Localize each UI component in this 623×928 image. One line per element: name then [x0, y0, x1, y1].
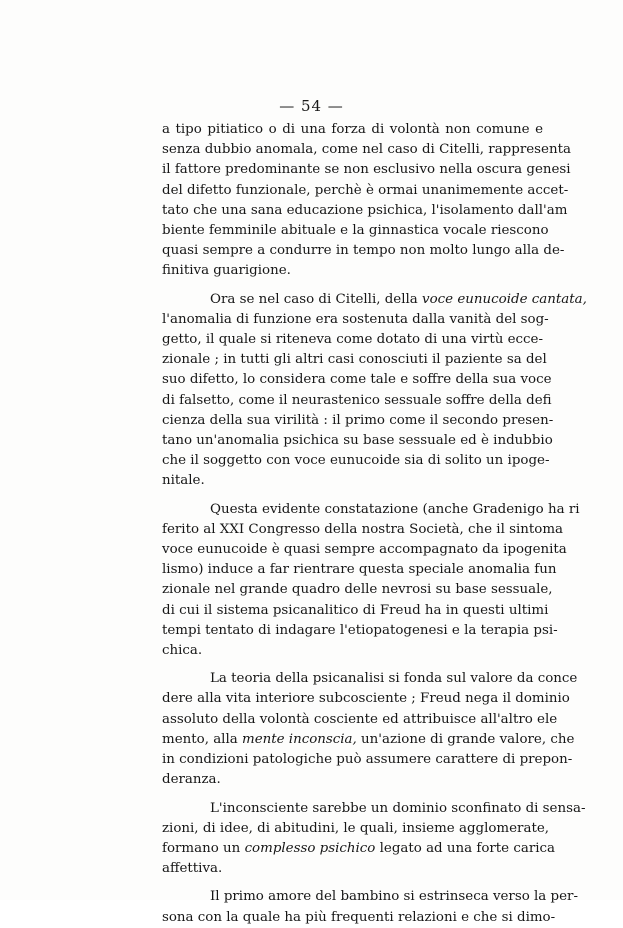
text-line: chica. — [162, 643, 203, 659]
paragraph — [162, 290, 587, 492]
text-line: formano un complesso psichico legato ad una forte carica — [162, 840, 556, 856]
paragraph — [162, 887, 578, 927]
italic-phrase: complesso psichico — [244, 840, 376, 856]
paragraph — [162, 500, 580, 662]
italic-phrase: voce eunucoide cantata, — [422, 291, 587, 307]
page-number: — 54 — — [279, 97, 344, 115]
text-line: lismo) induce a far rientrare questa speciale anomalia fun — [162, 562, 557, 578]
text-line: tano un'anomalia psichica su base sessuale ed è indubbio — [162, 433, 553, 449]
text-line: assoluto della volontà cosciente ed attribuisce all'altro ele — [162, 711, 558, 727]
text-line: deranza. — [162, 772, 221, 788]
text-line: di falsetto, come il neurastenico sessuale soffre della defi — [162, 392, 552, 408]
text-line: tato che una sana educazione psichica, l'isolamento dall'am — [162, 202, 568, 218]
text-line: zionale nel grande quadro delle nevrosi su base sessuale, — [162, 582, 553, 598]
italic-phrase: mente inconscia, — [242, 731, 357, 747]
text-line: ferito al XXI Congresso della nostra Società, che il sintoma — [162, 521, 564, 537]
text-line: il fattore predominante se non esclusivo nella oscura genesi — [162, 162, 571, 178]
text-line: L'inconsciente sarebbe un dominio sconfinato di sensa- — [210, 800, 586, 816]
text-line: Il primo amore del bambino si estrinseca verso la per- — [210, 889, 578, 905]
text-line: getto, il quale si riteneva come dotato di una virtù ecce- — [162, 332, 543, 348]
text-line: cienza della sua virilità : il primo come il secondo presen- — [162, 412, 554, 428]
text-line: quasi sempre a condurre in tempo non molto lungo alla de- — [162, 243, 565, 259]
text-line: l'anomalia di funzione era sostenuta dalla vanità del sog- — [162, 311, 549, 327]
paragraph — [162, 669, 578, 790]
text-line: di cui il sistema psicanalitico di Freud ha in questi ultimi — [162, 602, 549, 618]
text-line: Ora se nel caso di Citelli, della voce eunucoide cantata, — [210, 291, 587, 307]
text-line: biente femminile abituale e la ginnastica vocale riescono — [162, 223, 549, 239]
text-line: senza dubbio anomala, come nel caso di Citelli, rappresenta — [162, 142, 571, 158]
text-line: a tipo pitiatico o di una forza di volontà non comune e — [162, 122, 543, 137]
paragraph — [162, 799, 586, 880]
text-line: zionale ; in tutti gli altri casi conosciuti il paziente sa del — [162, 352, 547, 368]
text-line: nitale. — [162, 473, 205, 489]
text-line: del difetto funzionale, perchè è ormai unanimemente accet- — [162, 182, 569, 198]
text-line: zioni, di idee, di abitudini, le quali, insieme agglomerate, — [162, 820, 550, 836]
text-line: che il soggetto con voce eunucoide sia di solito un ipoge- — [162, 453, 550, 469]
text-line: affettiva. — [162, 861, 223, 877]
text-line: mento, alla mente inconscia, un'azione di grande valore, che — [162, 731, 575, 747]
paragraph — [162, 120, 571, 282]
text-line: finitiva guarigione. — [162, 263, 291, 279]
text-line: voce eunucoide è quasi sempre accompagnato da ipogenita — [162, 542, 567, 558]
text-line: suo difetto, lo considera come tale e soffre della sua voce — [162, 372, 552, 388]
text-line: dere alla vita interiore subcosciente ; Freud nega il dominio — [162, 691, 570, 707]
text-line: in condizioni patologiche può assumere carattere di prepon- — [162, 752, 573, 768]
text-line: tempi tentato di indagare l'etiopatogenesi e la terapia psi- — [162, 622, 558, 638]
text-line: Questa evidente constatazione (anche Gradenigo ha ri — [210, 501, 580, 517]
body-text — [162, 120, 587, 928]
text-line: La teoria della psicanalisi si fonda sul valore da conce — [210, 671, 578, 687]
text-line: sona con la quale ha più frequenti relazioni e che si dimo- — [162, 909, 556, 925]
